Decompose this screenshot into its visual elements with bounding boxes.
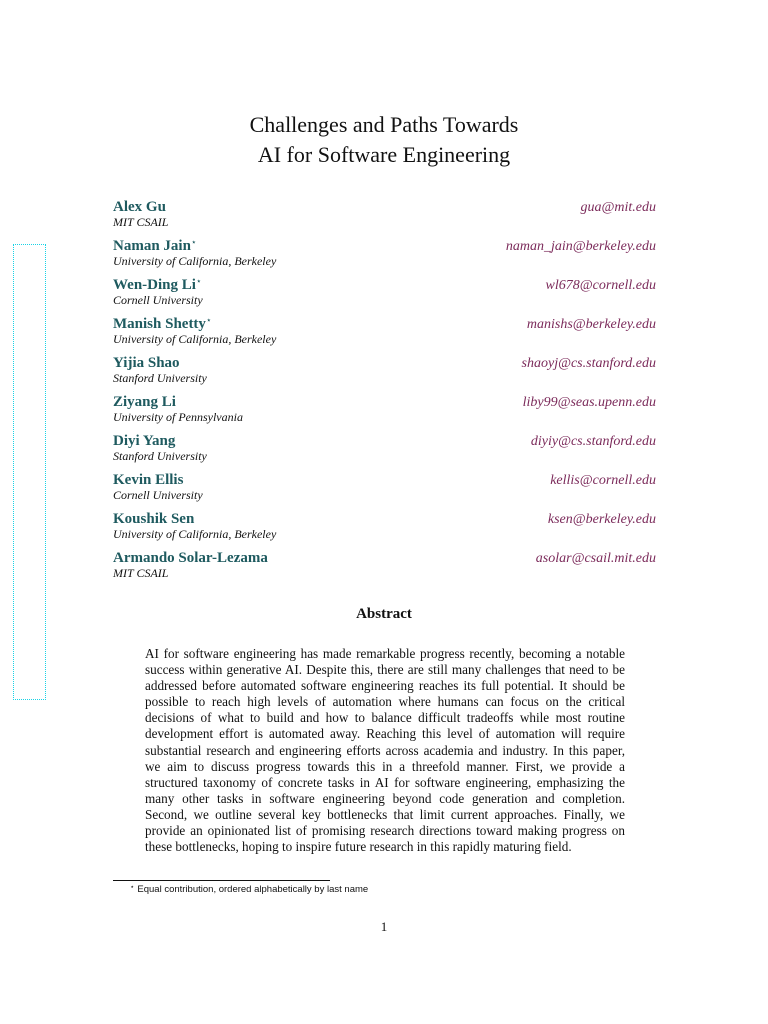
footnote-text: Equal contribution, ordered alphabetically by last name [137,884,369,895]
author-email: wl678@cornell.edu [545,278,656,293]
author-entry [113,236,656,275]
author-name [113,509,194,529]
author-affiliation: Cornell University [113,293,203,307]
author-entry [113,353,656,392]
paper-title [0,110,768,170]
equal-contribution-mark: ⋆ [205,315,212,325]
page-number: 1 [380,919,388,934]
paper-title-line-1: Challenges and Paths Towards [249,112,519,137]
author-name-text: Kevin Ellis [113,472,184,488]
author-name-text: Koushik Sen [113,511,195,527]
author-name [113,236,197,256]
footnote [130,883,368,896]
author-entry [113,509,656,548]
author-name-text: Diyi Yang [113,433,176,449]
author-email: diyiy@cs.stanford.edu [530,434,656,449]
author-affiliation: Stanford University [113,371,207,385]
author-name [113,275,202,295]
author-entry [113,314,656,353]
author-affiliation: MIT CSAIL [113,566,169,580]
author-name [113,392,176,412]
footnote-rule [113,880,330,881]
author-entry [113,392,656,431]
author-email: shaoyj@cs.stanford.edu [521,356,656,371]
equal-contribution-mark: ⋆ [195,276,202,286]
author-name-text: Wen-Ding Li [113,277,196,293]
author-email: liby99@seas.upenn.edu [522,395,656,410]
author-affiliation: University of California, Berkeley [113,254,277,268]
author-entry [113,470,656,509]
annotation-outline-box [13,244,46,700]
author-entry [113,197,656,236]
paper-title-line-2: AI for Software Engineering [257,142,511,167]
author-list [113,197,656,587]
author-name [113,353,180,373]
author-affiliation: Cornell University [113,488,203,502]
author-email: ksen@berkeley.edu [547,512,656,527]
author-name-text: Yijia Shao [113,355,180,371]
author-name-text: Alex Gu [113,199,166,215]
author-name-text: Manish Shetty [113,316,206,332]
author-affiliation: Stanford University [113,449,207,463]
author-email: kellis@cornell.edu [550,473,656,488]
abstract-body: AI for software engineering has made remarkable progress recently, becoming a notable success within generative AI. Despite this, there are still many challenges that need to be addressed before automated software engineering reaches its full potential. It should be possible to reach high levels of automation where humans can focus on the critical decisions of what to build and how to balance difficult tradeoffs while most routine development effort is automated away. Reaching this level of automation will require substantial research and engineering efforts across academia and industry. In this paper, we aim to discuss progress towards this in a threefold manner. First, we provide a structured taxonomy of concrete tasks in AI for software engineering, emphasizing the many other tasks in software engineering beyond code generation and completion. Second, we outline several key bottlenecks that limit current approaches. Finally, we provide an opinionated list of promising research directions toward making progress on these bottlenecks, hoping to inspire future research in this rapidly maturing field. [145,646,625,855]
author-affiliation: University of Pennsylvania [113,410,243,424]
author-name [113,470,183,490]
author-name [113,548,268,568]
author-affiliation: University of California, Berkeley [113,527,277,541]
author-affiliation: University of California, Berkeley [113,332,277,346]
author-name [113,431,175,451]
author-entry [113,548,656,587]
author-email: asolar@csail.mit.edu [535,551,656,566]
author-name [113,197,166,217]
author-email: naman_jain@berkeley.edu [505,239,656,254]
author-entry [113,275,656,314]
author-email: manishs@berkeley.edu [526,317,656,332]
author-entry [113,431,656,470]
author-name-text: Armando Solar-Lezama [113,550,268,566]
equal-contribution-mark: ⋆ [190,237,197,247]
author-affiliation: MIT CSAIL [113,215,169,229]
author-name-text: Ziyang Li [113,394,176,410]
abstract-heading: Abstract [356,606,412,622]
author-name [113,314,212,334]
footnote-mark: ⋆ [130,884,135,891]
author-name-text: Naman Jain [113,238,191,254]
author-email: gua@mit.edu [580,200,656,215]
